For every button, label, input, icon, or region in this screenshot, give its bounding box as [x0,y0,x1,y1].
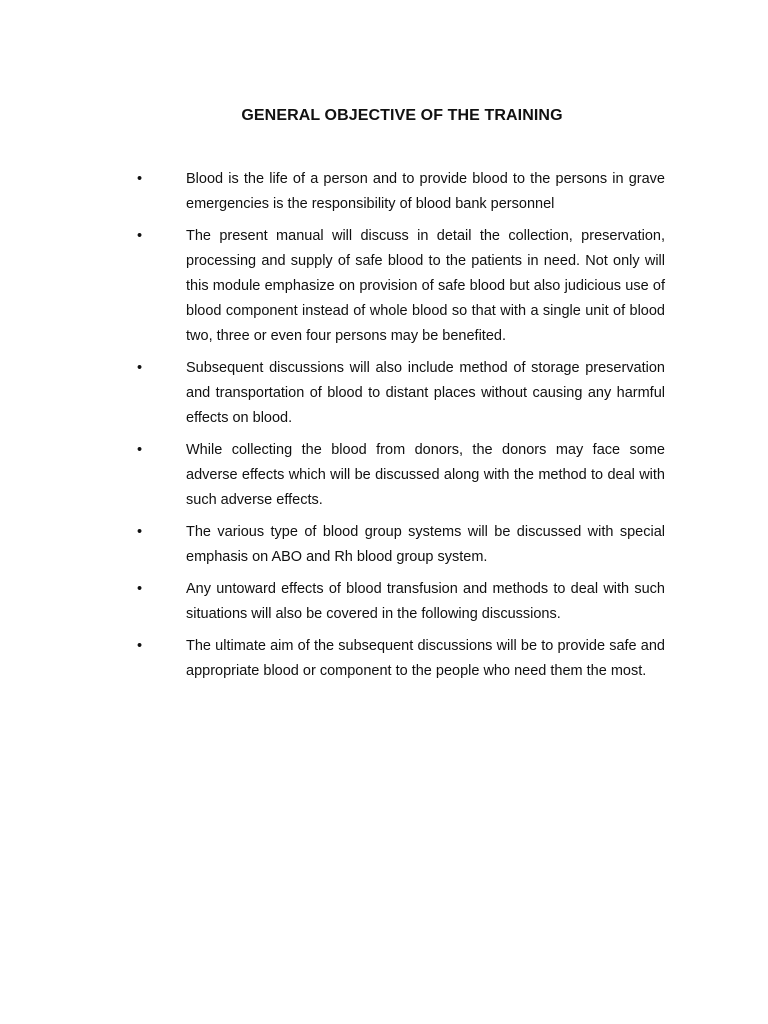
list-item-text: Subsequent discussions will also include method of storage preservation and transportation of blood to distant places without causing any harmful effects on blood. [186,360,665,426]
list-item [0,438,768,513]
list-item-text: The ultimate aim of the subsequent discussions will be to provide safe and appropriate blood or component to the people who need them the most. [186,638,665,679]
bullet-icon: • [137,228,143,244]
list-item [0,167,768,217]
page-title: GENERAL OBJECTIVE OF THE TRAINING [241,107,563,124]
list-item-text: The various type of blood group systems will be discussed with special emphasis on ABO and Rh blood group system. [186,524,665,565]
bullet-icon: • [137,638,143,654]
list-item-text: The present manual will discuss in detail the collection, preservation, processing and supply of safe blood to the patients in need. Not only will this module emphasize on provision of safe blood but also judicious use of blood component instead of whole blood so that with a single unit of blood two, three or even four persons may be benefited. [186,228,665,344]
list-item [0,520,768,570]
list-item [0,577,768,627]
list-item [0,634,768,684]
bullet-icon: • [137,524,143,540]
list-item-text: While collecting the blood from donors, the donors may face some adverse effects which will be discussed along with the method to deal with such adverse effects. [186,442,665,508]
list-item [0,224,768,349]
bullet-icon: • [137,442,143,458]
bullet-icon: • [137,360,143,376]
bullet-icon: • [137,581,143,597]
list-item-text: Blood is the life of a person and to provide blood to the persons in grave emergencies is the responsibility of blood bank personnel [186,171,665,212]
list-item [0,356,768,431]
objectives-list [0,167,768,691]
bullet-icon: • [137,171,143,187]
list-item-text: Any untoward effects of blood transfusion and methods to deal with such situations will also be covered in the following discussions. [186,581,665,622]
